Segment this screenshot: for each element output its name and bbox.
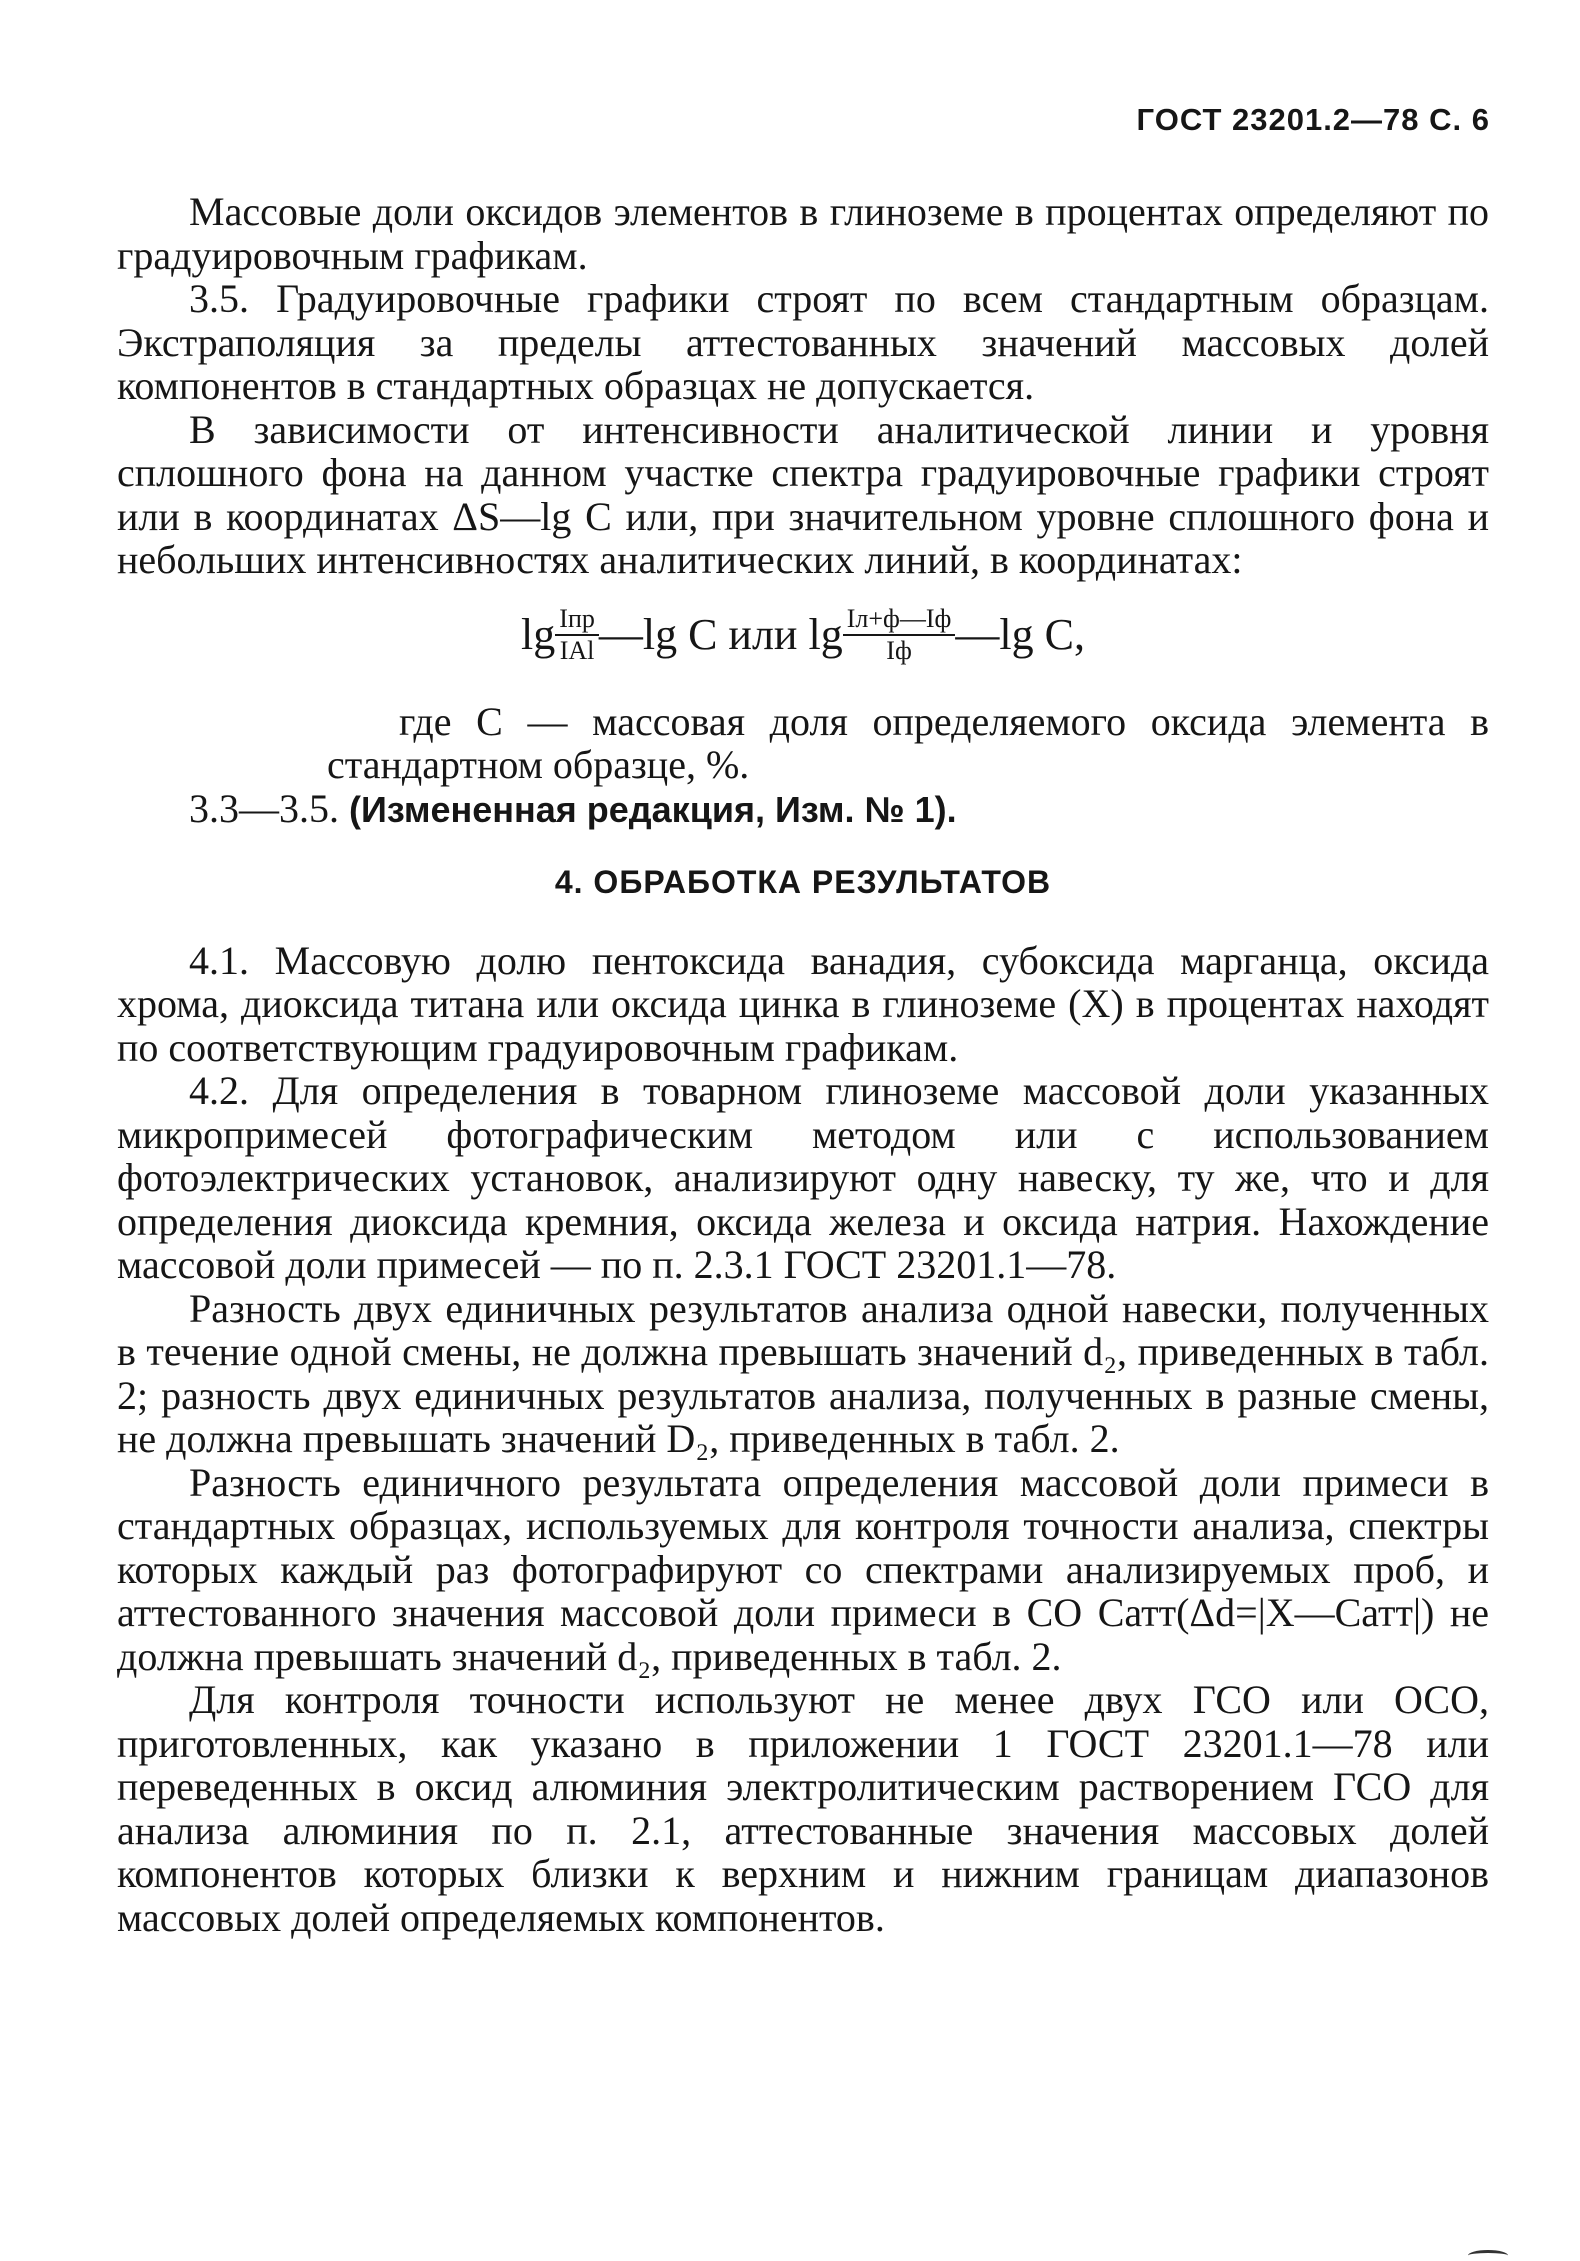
fraction-1-denominator: IAl — [559, 635, 595, 665]
paragraph-4-1: 4.1. Массовую долю пентоксида ванадия, субоксида марганца, оксида хрома, диоксида титана или оксида цинка в глиноземе (X) в процентах находят по соответствующим градуировочным графикам. — [117, 937, 1489, 1070]
edit-note — [117, 787, 1489, 832]
document-body — [117, 190, 1489, 1939]
paragraph-4-2: 4.2. Для определения в товарном глиноземе массовой доли указанных микропримесей фотографическим методом или с использованием фотоэлектрических установок, анализируют одну навеску, ту же, что и для определения диоксида кремния, оксида железа и оксида натрия. Нахождение массовой доли примесей — по п. 2.3.1 ГОСТ 23201.1—78. — [117, 1068, 1489, 1287]
section-title: 4. ОБРАБОТКА РЕЗУЛЬТАТОВ — [554, 864, 1052, 900]
formula-lg: lg — [521, 609, 556, 659]
page-header: ГОСТ 23201.2—78 С. 6 — [1136, 102, 1490, 137]
fraction-2-denominator: Iф — [886, 635, 912, 665]
fraction-2 — [843, 604, 956, 666]
fraction-1-numerator: Iпр — [555, 604, 599, 636]
paragraph-single-results: Разность двух единичных результатов анализа одной навески, полученных в течение одной смены, не должна превышать значений d₂, приведенных в табл. 2; разность двух единичных результатов анализа, полученных в разные смены, не должна превышать значений D₂, приведенных в табл. 2. — [117, 1285, 1489, 1461]
paragraph-oxide-fractions: Массовые доли оксидов элементов в глиноземе в процентах определяют по градуировочным графикам. — [117, 189, 1489, 278]
formula — [117, 600, 1489, 696]
fraction-1 — [555, 604, 599, 666]
edit-note-text: (Измененная редакция, Изм. № 1). — [349, 788, 957, 830]
where-definition: где C — массовая доля определяемого оксида элемента в стандартном образце, %. — [327, 698, 1489, 787]
page-edge-mark — [1468, 2250, 1508, 2261]
edit-range: 3.3—3.5. — [189, 785, 339, 831]
formula-middle: —lg C или lg — [598, 609, 843, 659]
paragraph-accuracy-control: Для контроля точности используют не менее двух ГСО или ОСО, приготовленных, как указано в приложении 1 ГОСТ 23201.1—78 или переведенных в оксид алюминия электролитическим растворением ГСО для анализа алюминия по п. 2.1, аттестованные значения массовых долей компонентов которых близки к верхним и нижним границам диапазонов массовых долей определяемых компонентов. — [117, 1677, 1489, 1940]
paragraph-coordinates: В зависимости от интенсивности аналитической линии и уровня сплошного фона на данном участке спектра градуировочные графики строят или в координатах ΔS—lg C или, при значительном уровне сплошного фона и небольших интенсивностях аналитических линий, в координатах: — [117, 406, 1489, 582]
fraction-2-numerator: Iл+ф—Iф — [843, 604, 956, 636]
paragraph-standard-samples: Разность единичного результата определения массовой доли примеси в стандартных образцах, используемых для контроля точности анализа, спектры которых каждый раз фотографируют со спектрами анализируемых проб, и аттестованного значения массовой доли примеси в СО Cатт(Δd=|X—Cатт|) не должна превышать значений d₂, приведенных в табл. 2. — [117, 1459, 1489, 1679]
formula-end: —lg C, — [955, 609, 1085, 659]
paragraph-3-5: 3.5. Градуировочные графики строят по всем стандартным образцам. Экстраполяция за пределы аттестованных значений массовых долей компонентов в стандартных образцах не допускается. — [117, 276, 1489, 408]
